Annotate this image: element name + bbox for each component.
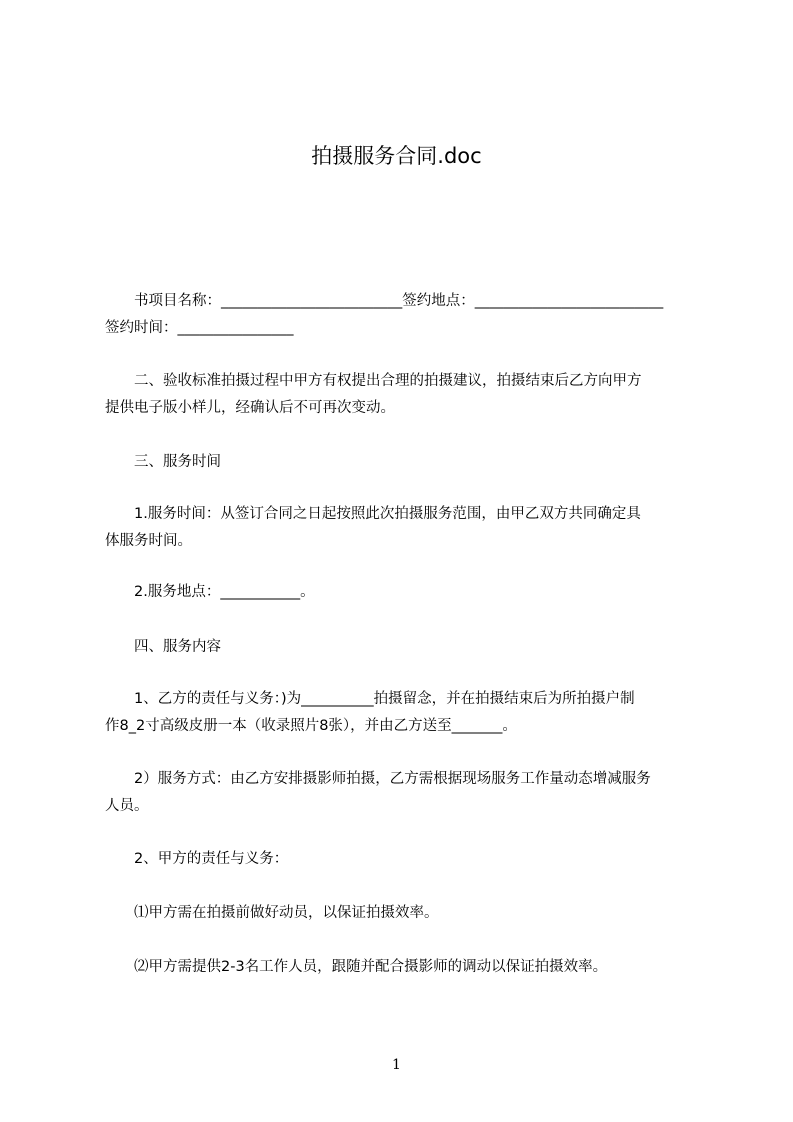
paragraph-signing-info (105, 288, 705, 342)
text-line: 四、服务内容 (105, 639, 221, 655)
text-line: ⑵甲方需提供2-3名工作人员，跟随并配合摄影师的调动以保证拍摄效率。 (105, 959, 608, 975)
text-line: 书项目名称：_________________________签约地点：__________________________ (105, 293, 664, 309)
paragraph-party-a-duty-1 (105, 900, 705, 927)
paragraph-service-time (105, 501, 705, 555)
paragraph-service-location (105, 579, 705, 606)
paragraph-party-b-duties (105, 686, 705, 740)
text-line: 提供电子版小样儿，经确认后不可再次变动。 (105, 400, 395, 416)
paragraph-party-a-duty-2 (105, 954, 705, 981)
text-line: 二、验收标准拍摄过程中甲方有权提出合理的拍摄建议，拍摄结束后乙方向甲方 (105, 373, 642, 389)
paragraph-acceptance-standard (105, 368, 705, 422)
text-line: 人员。 (105, 798, 149, 814)
text-line: 作8_2寸高级皮册一本（收录照片8张），并由乙方送至_______。 (105, 718, 517, 734)
paragraph-service-method (105, 766, 705, 820)
heading-service-content (105, 634, 705, 661)
heading-party-a-duties (105, 846, 705, 873)
page-number: 1 (392, 1057, 401, 1073)
document-title: 拍摄服务合同.doc (311, 144, 482, 168)
text-line: 体服务时间。 (105, 533, 192, 549)
text-line: 2）服务方式：由乙方安排摄影师拍摄，乙方需根据现场服务工作量动态增减服务 (105, 771, 651, 787)
text-line: 2、甲方的责任与义务： (105, 851, 289, 867)
text-line: 签约时间：________________ (105, 320, 294, 336)
heading-service-time (105, 449, 705, 476)
text-line: 1、乙方的责任与义务：)为__________拍摄留念，并在拍摄结束后为所拍摄户制 (105, 691, 635, 707)
text-line: 1.服务时间：从签订合同之日起按照此次拍摄服务范围，由甲乙双方共同确定具 (105, 506, 641, 522)
text-line: ⑴甲方需在拍摄前做好动员，以保证拍摄效率。 (105, 905, 439, 921)
text-line: 三、服务时间 (105, 454, 221, 470)
text-line: 2.服务地点：___________。 (105, 584, 315, 600)
